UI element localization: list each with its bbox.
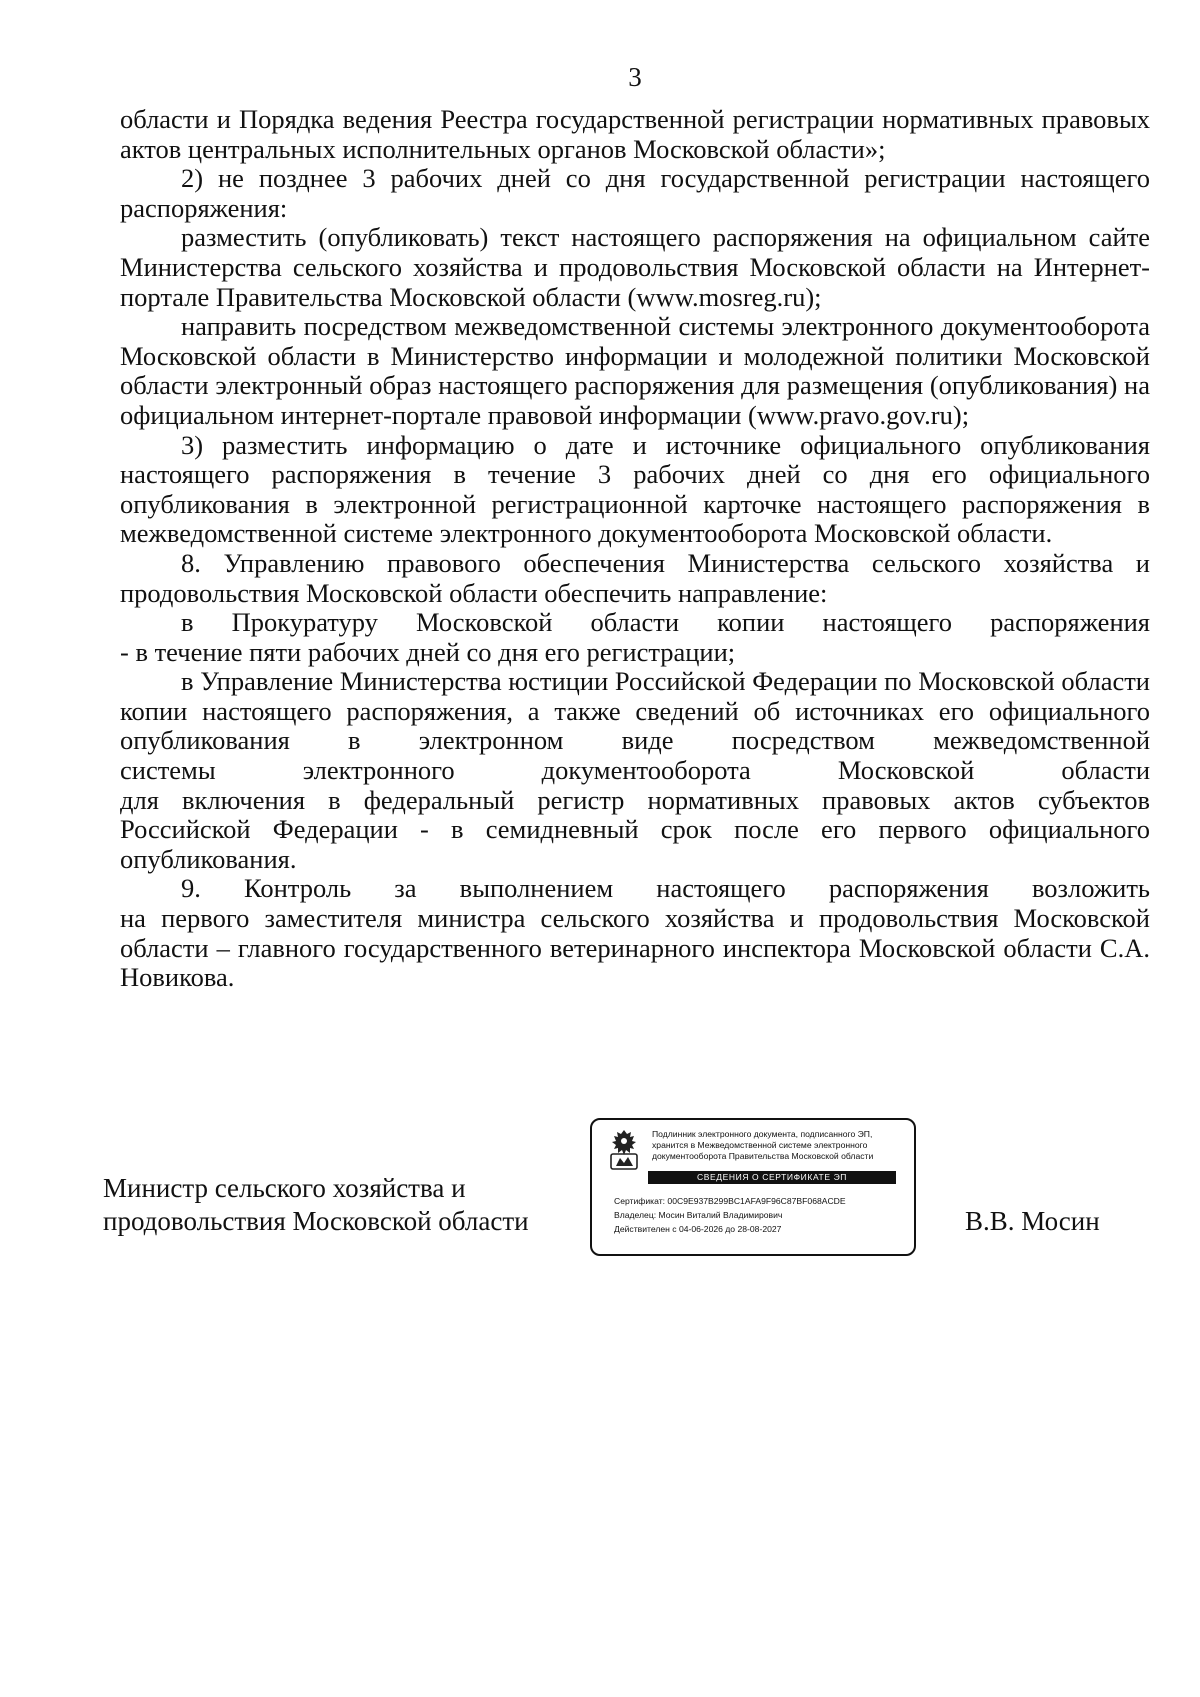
paragraph-justice-ministry: в Управление Министерства юстиции Российской Федерации по Московской области копии настоящего распоряжения, а также сведений об источниках его официального опубликования в электронном виде посредством межведомственной: [120, 666, 1150, 756]
paragraph-item-2: 2) не позднее 3 рабочих дней со дня государственной регистрации настоящего распоряжения:: [120, 163, 1150, 223]
stamp-notice-line-3: документооборота Правительства Московской области: [652, 1151, 874, 1161]
stamp-certificate-owner: Владелец: Мосин Виталий Владимирович: [614, 1210, 783, 1220]
page-number: 3: [628, 62, 642, 92]
stamp-certificate-number: Сертификат: 00C9E937B299BC1AFA9F96C87BF068ACDE: [614, 1196, 846, 1206]
signer-title-line-1: Министр сельского хозяйства и: [103, 1173, 466, 1203]
paragraph-send-pravo: направить посредством межведомственной системы электронного документооборота Московской области в Министерство информации и молодежной политики Московской области электронный образ настоящего распоряжения для размещения (опубликования) на официальном интернет-портале правовой информации (www.pravo.gov.ru);: [120, 311, 1150, 430]
paragraph-justice-register: для включения в федеральный регистр нормативных правовых актов субъектов Российской Федерации - в семидневный срок после его первого официального опубликования.: [120, 784, 1150, 874]
paragraph-justice-system-line: системы электронного документооборота Московской области: [120, 755, 1150, 786]
paragraph-item-8: 8. Управлению правового обеспечения Министерства сельского хозяйства и продовольствия Московской области обеспечить направление:: [120, 547, 1150, 608]
paragraph-item-3: 3) разместить информацию о дате и источнике официального опубликования настоящего распоряжения в течение 3 рабочих дней со дня его официального опубликования в электронной регистрационной карточке настоящего распоряжения в межведомственной системе электронного документооборота Московской области.: [120, 429, 1150, 549]
paragraph-publish-mosreg: разместить (опубликовать) текст настоящего распоряжения на официальном сайте Министерства сельского хозяйства и продовольствия Московской области на Интернет-портале Правительства Московской области (www.mosreg.ru);: [120, 222, 1150, 312]
electronic-signature-stamp: [590, 1118, 916, 1256]
signer-title: [103, 1172, 529, 1238]
paragraph-item-9: 9. Контроль за выполнением настоящего распоряжения возложить: [181, 873, 1150, 904]
stamp-certificate-header: СВЕДЕНИЯ О СЕРТИФИКАТЕ ЭП: [648, 1171, 896, 1184]
stamp-notice: [652, 1129, 908, 1162]
stamp-certificate-validity: Действителен с 04-06-2026 до 28-08-2027: [614, 1224, 782, 1234]
paragraph-control-assignee: на первого заместителя министра сельского хозяйства и продовольствия Московской области – главного государственного ветеринарного инспектора Московской области С.А. Новикова.: [120, 903, 1150, 993]
signer-title-line-2: продовольствия Московской области: [103, 1206, 529, 1236]
moscow-oblast-coat-of-arms-icon: [606, 1128, 642, 1172]
paragraph-prosecutor: в Прокуратуру Московской области копии настоящего распоряжения: [181, 607, 1150, 638]
paragraph-continuation: области и Порядка ведения Реестра государственной регистрации нормативных правовых актов центральных исполнительных органов Московской области»;: [120, 104, 1150, 164]
document-body: [120, 105, 1150, 993]
paragraph-prosecutor-deadline: - в течение пяти рабочих дней со дня его регистрации;: [120, 636, 736, 667]
stamp-certificate-details: [614, 1194, 914, 1236]
stamp-notice-line-1: Подлинник электронного документа, подписанного ЭП,: [652, 1129, 873, 1139]
signature-block: [0, 1129, 1200, 1302]
stamp-notice-line-2: хранится в Межведомственной системе электронного: [652, 1140, 868, 1150]
signer-name: В.В. Мосин: [965, 1206, 1100, 1236]
